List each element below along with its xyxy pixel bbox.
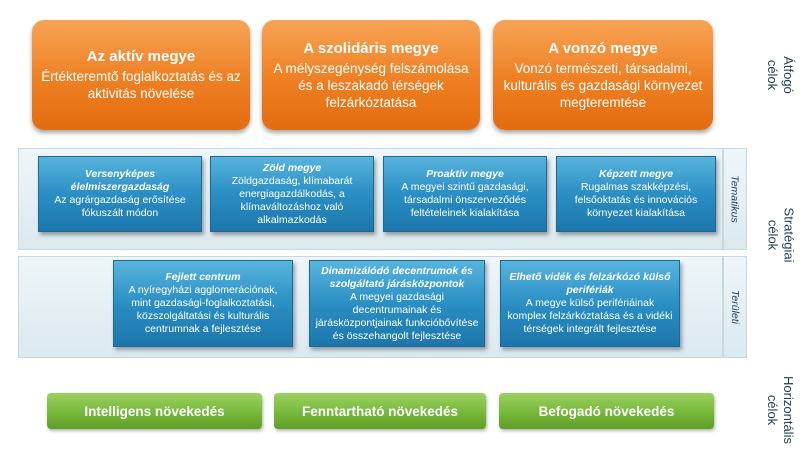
goal-description: Értékteremtő foglalkoztatás és az aktivitás növelése <box>41 69 241 101</box>
thematic-box-skilled-county <box>556 156 716 232</box>
territorial-band-label-cell <box>723 256 747 358</box>
horizontal-goals-label <box>752 360 808 460</box>
thematic-title: Zöld megye <box>262 161 322 174</box>
goal-box-active-county <box>32 20 250 130</box>
thematic-box-proactive-county <box>383 156 547 232</box>
strategic-label-line1: Stratégiai <box>780 207 796 263</box>
territorial-box-liveable-countryside <box>500 260 680 347</box>
thematic-title: Versenyképes élelmiszergazdaság <box>70 168 170 193</box>
horizontal-goal-intelligent-growth <box>47 393 262 429</box>
horizontal-label-line1: Horizontális <box>781 376 797 444</box>
territorial-box-dynamic-decentres <box>309 260 485 347</box>
thematic-box-competitive-food-economy <box>38 156 202 232</box>
horizontal-label-line2: célok <box>765 394 781 426</box>
goal-title: A vonzó megye <box>548 39 658 57</box>
overarching-goals-label <box>752 30 808 120</box>
horizontal-goal-label: Fenntartható növekedés <box>301 403 459 419</box>
thematic-description: Zöldgazdaság, klímabarát energiagazdálkodás, a klímaváltozáshoz való alkalmazkodás <box>231 174 353 226</box>
horizontal-goal-label: Intelligens növekedés <box>84 403 225 419</box>
horizontal-goal-inclusive-growth <box>499 393 714 429</box>
goal-box-solidary-county <box>262 20 480 130</box>
territorial-title: Fejlett centrum <box>165 271 241 283</box>
strategic-goals-label <box>752 160 808 310</box>
thematic-title: Képzett megye <box>598 168 674 180</box>
overarching-label-line2: célok <box>765 59 780 91</box>
goal-box-attractive-county <box>493 20 713 130</box>
territorial-box-developed-centre <box>113 260 293 347</box>
horizontal-goal-sustainable-growth <box>274 393 486 429</box>
overarching-label-line1: Átfogó <box>781 56 796 94</box>
territorial-title: Dinamizálódó decentrumok és szolgáltató járásközpontok <box>321 264 473 290</box>
territorial-label: Területi <box>729 289 741 325</box>
thematic-description: Az agrárgazdaság erősítése fókuszált módon <box>54 194 186 219</box>
territorial-title: Elhető vidék és felzárkózó külső perifériák <box>509 271 671 296</box>
thematic-description: Rugalmas szakképzési, felsőoktatás és innovációs környezet kialakítása <box>574 181 698 219</box>
goal-title: A szolidáris megye <box>303 39 439 57</box>
thematic-title: Proaktív megye <box>426 168 504 180</box>
goal-description: Vonzó természeti, társadalmi, kulturális és gazdasági környezet megteremtése <box>503 60 703 110</box>
goal-title: Az aktív megye <box>86 48 196 65</box>
territorial-description: A megyei gazdasági decentrumainak és járásközpontjainak funkcióbővítése és összehangolt fejlesztése <box>315 290 479 342</box>
thematic-description: A megyei szintű gazdasági, társadalmi önszerveződés feltételeinek kialakítása <box>401 181 529 219</box>
territorial-description: A nyíregyházi agglomerációnak, mint gazdasági-foglalkoztatási, közszolgáltatási és kulturális centrumnak a fejlesztése <box>128 284 278 335</box>
thematic-label: Tematikus <box>729 175 741 223</box>
territorial-description: A megye külső perifériáinak komplex felzárkóztatása és a vidéki térségek integrált fejlesztése <box>507 297 673 335</box>
strategic-label-line2: célok <box>764 219 780 251</box>
horizontal-goal-label: Befogadó növekedés <box>538 403 675 419</box>
thematic-box-green-county <box>210 156 374 232</box>
thematic-band-label-cell <box>723 148 747 250</box>
goal-description: A mélyszegénység felszámolása és a leszakadó térségek felzárkóztatása <box>273 60 469 110</box>
